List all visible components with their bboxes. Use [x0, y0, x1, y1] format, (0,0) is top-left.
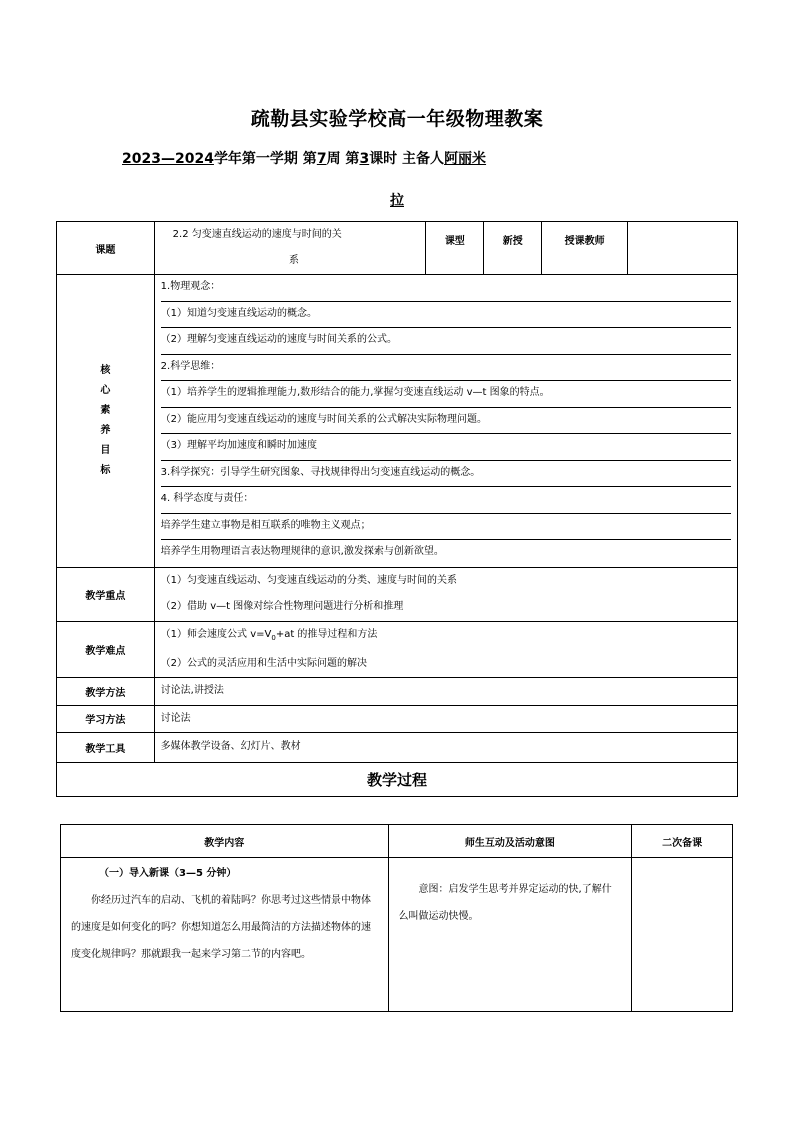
- goals-content: [154, 275, 737, 568]
- difficulty-content: [154, 621, 737, 677]
- subtitle-text-1: 学年第一学期 第: [213, 151, 317, 167]
- key-points-content: [154, 567, 737, 621]
- difficulty-1-sub: 0: [271, 633, 276, 642]
- col-content-header: 教学内容: [61, 825, 389, 858]
- interaction-cell: [388, 858, 632, 1012]
- study-label: 学习方法: [57, 705, 155, 732]
- difficulty-1-text-b: +at 的推导过程和方法: [275, 628, 378, 640]
- topic-label: 课题: [57, 222, 155, 275]
- subtitle-text-3: 课时 主备人: [369, 151, 445, 167]
- process-title: 教学过程: [57, 762, 738, 796]
- interaction-paragraph: 意图：启发学生思考并界定运动的快,了解什么叫做运动快慢。: [398, 884, 612, 922]
- subtitle-year: 2023—2024: [122, 151, 214, 167]
- difficulty-point: [155, 622, 737, 651]
- second-prep-cell: [632, 858, 733, 1012]
- content-cell: [61, 858, 389, 1012]
- goals-line: （1）知道匀变速直线运动的概念。: [161, 302, 731, 329]
- page-title: 疏勒县实验学校高一年级物理教案: [250, 108, 544, 130]
- goals-line: （3）理解平均加速度和瞬时加速度: [161, 434, 731, 461]
- topic-value-line-1: 2.2 匀变速直线运动的速度与时间的关: [172, 229, 342, 240]
- goals-line: （2）理解匀变速直线运动的速度与时间关系的公式。: [161, 328, 731, 355]
- goals-line: 4. 科学态度与责任：: [161, 487, 731, 514]
- tools-label: 教学工具: [57, 732, 155, 762]
- topic-value: [154, 222, 426, 275]
- tools-value: 多媒体教学设备、幻灯片、教材: [154, 732, 737, 762]
- col-interaction-header: 师生互动及活动意图: [388, 825, 632, 858]
- teacher-label: 授课教师: [542, 222, 628, 275]
- subtitle-week: 7: [316, 151, 327, 167]
- goals-line: （1）培养学生的逻辑推理能力,数形结合的能力,掌握匀变速直线运动 v—t 图象的特点。: [161, 381, 731, 408]
- process-table: [60, 824, 733, 1012]
- key-point: （2）借助 v—t 图像对综合性物理问题进行分析和推理: [160, 601, 404, 612]
- goals-line: 培养学生建立事物是相互联系的唯物主义观点；: [161, 514, 731, 541]
- goals-label-char: 心: [100, 384, 111, 396]
- goals-line: 3.科学探究：引导学生研究图象、寻找规律得出匀变速直线运动的概念。: [161, 461, 731, 488]
- subtitle-period: 3: [359, 151, 370, 167]
- difficulty-label: 教学难点: [57, 621, 155, 677]
- method-value: 讨论法,讲授法: [154, 677, 737, 705]
- topic-value-line-2: 系: [289, 255, 300, 266]
- col-second-header: 二次备课: [632, 825, 733, 858]
- subtitle-text-2: 周 第: [326, 151, 360, 167]
- goals-line: 1.物理观念：: [161, 275, 731, 302]
- goals-line: 2.科学思维：: [161, 355, 731, 382]
- goals-line: 培养学生用物理语言表达物理规律的意识,激发探索与创新欲望。: [160, 546, 444, 557]
- content-paragraph: 你经历过汽车的启动、飞机的着陆吗？你思考过这些情景中物体的速度是如何变化的吗？你想知道怎么用最简洁的方法描述物体的速度变化规律吗？那就跟我一起来学习第二节的内容吧。: [71, 895, 371, 960]
- goals-label-char: 目: [100, 444, 111, 456]
- type-value: 新授: [484, 222, 542, 275]
- teacher-value: [628, 222, 738, 275]
- goals-line: （2）能应用匀变速直线运动的速度与时间关系的公式解决实际物理问题。: [161, 408, 731, 435]
- subtitle-person-cont: 拉: [390, 193, 404, 209]
- goals-label-char: 核: [100, 364, 111, 376]
- type-label: 课型: [426, 222, 484, 275]
- goals-label-char: 养: [100, 424, 111, 436]
- goals-label-char: 素: [100, 404, 111, 416]
- goals-label: [57, 275, 155, 568]
- key-points-label: 教学重点: [57, 567, 155, 621]
- difficulty-point: （2）公式的灵活应用和生活中实际问题的解决: [160, 657, 368, 669]
- method-label: 教学方法: [57, 677, 155, 705]
- study-value: 讨论法: [154, 705, 737, 732]
- difficulty-1-text: （1）师会速度公式 v=V: [160, 628, 272, 640]
- key-point: （1）匀变速直线运动、匀变速直线运动的分类、速度与时间的关系: [160, 575, 458, 586]
- subtitle: [122, 148, 722, 168]
- section-title: （一）导入新课（3—5 分钟）: [99, 868, 237, 879]
- subtitle-person: 阿丽米: [444, 151, 487, 167]
- goals-label-char: 标: [100, 464, 111, 476]
- lesson-info-table: [56, 221, 738, 797]
